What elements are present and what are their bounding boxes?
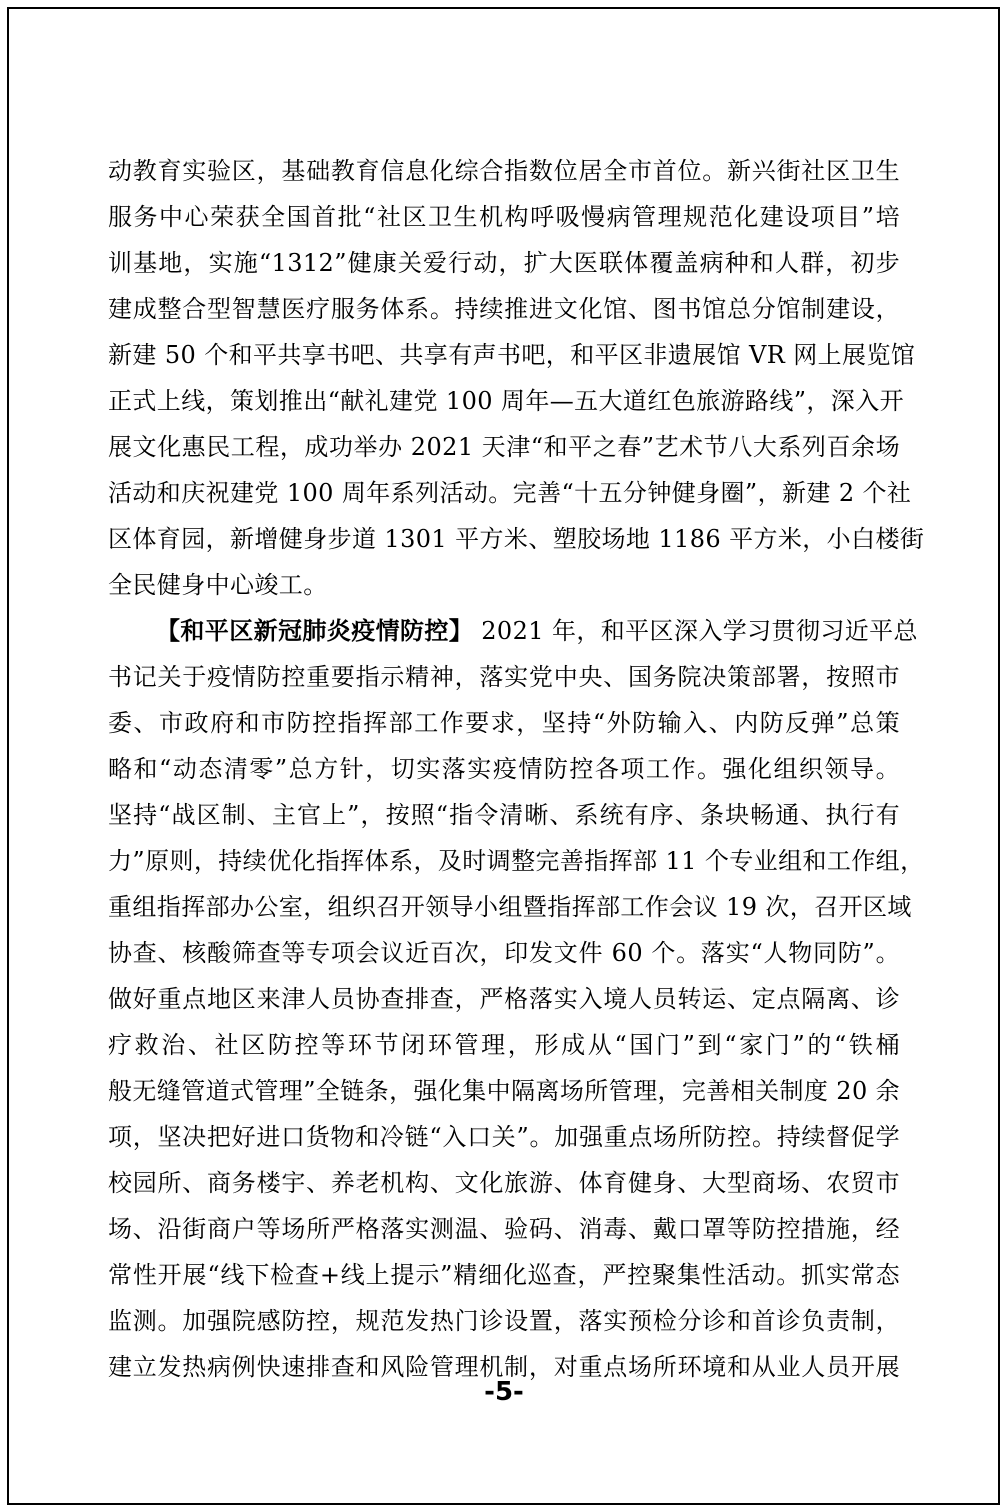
text-line: 重组指挥部办公室，组织召开领导小组暨指挥部工作会议 19 次，召开区域 — [108, 893, 912, 921]
text-line: 建成整合型智慧医疗服务体系。持续推进文化馆、图书馆总分馆制建设， — [108, 295, 900, 323]
text-line: 服务中心荣获全国首批“社区卫生机构呼吸慢病管理规范化建设项目”培 — [108, 203, 900, 231]
text-line: 做好重点地区来津人员协查排查，严格落实入境人员转运、定点隔离、诊 — [108, 985, 900, 1013]
text-line: 训基地，实施“1312”健康关爱行动，扩大医联体覆盖病种和人群，初步 — [108, 249, 900, 277]
text-line: 新建 50 个和平共享书吧、共享有声书吧，和平区非遗展馆 VR 网上展览馆 — [108, 341, 916, 369]
text-line: 场、沿街商户等场所严格落实测温、验码、消毒、戴口罩等防控措施，经 — [108, 1215, 900, 1243]
text-line: 项，坚决把好进口货物和冷链“入口关”。加强重点场所防控。持续督促学 — [108, 1123, 900, 1151]
text-line: 坚持“战区制、主官上”，按照“指令清晰、系统有序、条块畅通、执行有 — [108, 801, 900, 829]
text-line: 区体育园，新增健身步道 1301 平方米、塑胶场地 1186 平方米，小白楼街 — [108, 525, 925, 553]
text-line: 常性开展“线下检查+线上提示”精细化巡查，严控聚集性活动。抓实常态 — [108, 1261, 900, 1289]
text-line: 正式上线，策划推出“献礼建党 100 周年—五大道红色旅游路线”，深入开 — [108, 387, 905, 415]
text-line: 全民健身中心竣工。 — [108, 571, 328, 599]
section-heading: 【和平区新冠肺炎疫情防控】 — [156, 617, 474, 645]
text-line: 书记关于疫情防控重要指示精神，落实党中央、国务院决策部署，按照市 — [108, 663, 900, 691]
text-line: 建立发热病例快速排查和风险管理机制，对重点场所环境和从业人员开展 — [108, 1353, 900, 1381]
text-line: 活动和庆祝建党 100 周年系列活动。完善“十五分钟健身圈”，新建 2 个社 — [108, 479, 912, 507]
text-line: 般无缝管道式管理”全链条，强化集中隔离场所管理，完善相关制度 20 余 — [108, 1077, 901, 1105]
text-line: 略和“动态清零”总方针，切实落实疫情防控各项工作。强化组织领导。 — [108, 755, 900, 783]
text-line: 校园所、商务楼宇、养老机构、文化旅游、体育健身、大型商场、农贸市 — [108, 1169, 900, 1197]
section-first-line-text: 2021 年，和平区深入学习贯彻习近平总 — [473, 617, 918, 645]
page-number: -5- — [484, 1377, 524, 1407]
text-line: 协查、核酸筛查等专项会议近百次，印发文件 60 个。落实“人物同防”。 — [108, 939, 900, 967]
text-line: 委、市政府和市防控指挥部工作要求，坚持“外防输入、内防反弹”总策 — [108, 709, 900, 737]
text-line: 监测。加强院感防控，规范发热门诊设置，落实预检分诊和首诊负责制， — [108, 1307, 900, 1335]
text-line: 疗救治、社区防控等环节闭环管理，形成从“国门”到“家门”的“铁桶 — [108, 1031, 900, 1059]
text-line: 动教育实验区，基础教育信息化综合指数位居全市首位。新兴街社区卫生 — [108, 157, 900, 185]
text-line: 展文化惠民工程，成功举办 2021 天津“和平之春”艺术节八大系列百余场 — [108, 433, 900, 461]
section-first-line — [156, 607, 918, 655]
text-line: 力”原则，持续优化指挥体系，及时调整完善指挥部 11 个专业组和工作组， — [108, 847, 925, 875]
